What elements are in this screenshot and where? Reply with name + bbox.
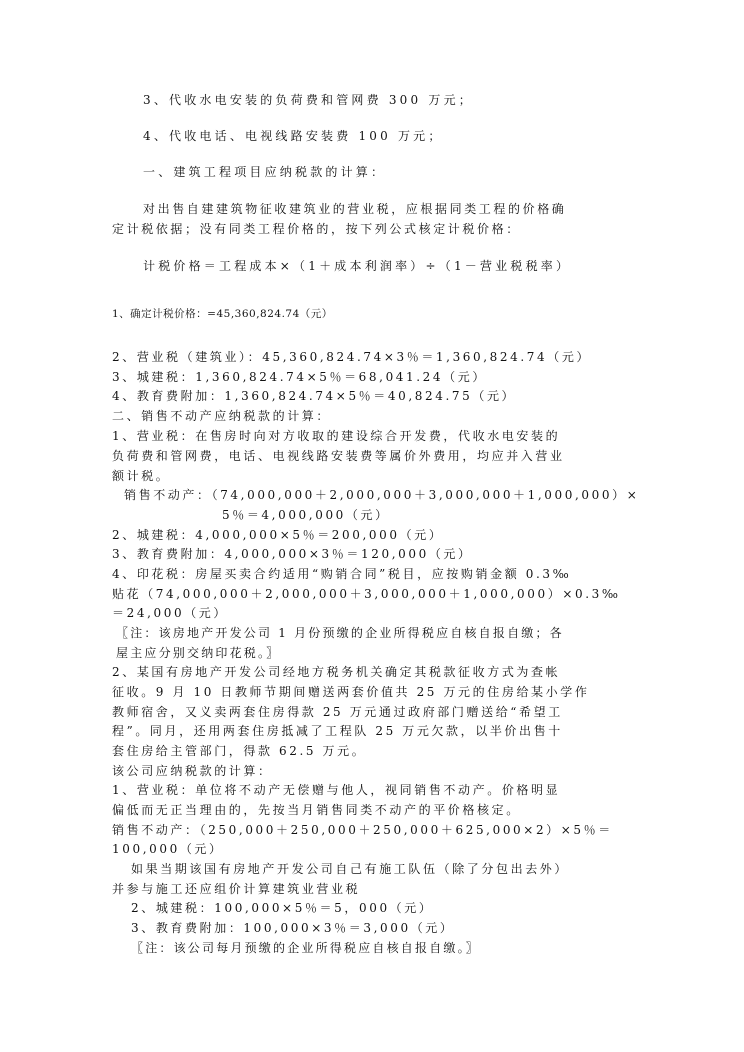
text-line: 3、城建税：1,360,824.74×5％＝68,041.24（元） [112,370,487,384]
text-line: 5％＝4,000,000（元） [222,508,390,522]
text-line: 4、印花税：房屋买卖合约适用“购销合同”税目，应按购销金额 0.3‰ [112,567,572,581]
text-line: 定计税依据；没有同类工程价格的，按下列公式核定计税价格： [112,222,521,236]
text-line: 2、城建税：100,000×5％＝5，000（元） [131,901,434,915]
text-line: 100,000（元） [112,842,224,856]
text-line: 销售不动产：（250,000＋250,000＋250,000＋625,000×2）×5％＝ [112,823,613,837]
text-line: 销售不动产：（74,000,000＋2,000,000＋3,000,000＋1,000,000）× [124,488,640,502]
text-line: 征收。9 月 10 日教师节期间赠送两套价值共 25 万元的住房给某小学作 [112,685,590,699]
text-line: 如果当期该国有房地产开发公司自己有施工队伍（除了分包出去外） [131,862,570,876]
text-line: ＝24,000（元） [112,606,228,620]
text-line: 3、代收水电安装的负荷费和管网费 300 万元； [143,93,474,107]
text-line: 3、教育费附加：100,000×3％＝3,000（元） [131,921,455,935]
text-line: 4、教育费附加：1,360,824.74×5％＝40,824.75（元） [112,389,517,403]
text-line: 套住房给主管部门，得款 62.5 万元。 [112,744,367,758]
text-line: 教师宿舍，又义卖两套住房得款 25 万元通过政府部门赠送给“希望工 [112,705,563,719]
text-line: 该公司应纳税款的计算： [112,764,273,778]
section-heading: 二、销售不动产应纳税款的计算： [112,409,332,423]
text-line: 贴花（74,000,000＋2,000,000＋3,000,000＋1,000,000）×0.3‰ [112,587,621,601]
text-line: 2、某国有房地产开发公司经地方税务机关确定其税款征收方式为查帐 [112,665,561,679]
text-line: 2、营业税（建筑业）：45,360,824.74×3％＝1,360,824.74（元） [112,350,592,364]
text-line: 4、代收电话、电视线路安装费 100 万元； [143,129,444,143]
formula-line: 计税价格＝工程成本×（1＋成本利润率）÷（1－营业税税率） [143,259,572,273]
text-line: 额计税。 [112,469,171,483]
text-line: 并参与施工还应组价计算建筑业营业税 [112,882,361,896]
text-line: 程”。同月，还用两套住房抵减了工程队 25 万元欠款，以半价出售十 [112,724,563,738]
note-line: 〖注：该公司每月预缴的企业所得税应自核自报自缴。〗 [131,941,481,955]
note-line: 〖注：该房地产开发公司 1 月份预缴的企业所得税应自核自报自缴；各 [116,626,564,640]
section-heading: 一、建筑工程项目应纳税款的计算： [143,165,387,179]
text-line: 负荷费和管网费，电话、电视线路安装费等属价外费用，均应并入营业 [112,449,565,463]
text-line: 2、城建税：4,000,000×5％＝200,000（元） [112,528,444,542]
text-line: 偏低而无正当理由的，先按当月销售同类不动产的平价格核定。 [112,803,521,817]
text-line: 1、确定计税价格：=45,360,824.74（元） [112,308,333,320]
note-line: 屋主应分别交纳印花税。〗 [116,646,281,660]
text-line: 1、营业税：在售房时向对方收取的建设综合开发费，代收水电安装的 [112,429,561,443]
text-line: 1、营业税：单位将不动产无偿赠与他人，视同销售不动产。价格明显 [112,783,561,797]
text-line: 对出售自建建筑物征收建筑业的营业税，应根据同类工程的价格确 [143,202,567,216]
text-line: 3、教育费附加：4,000,000×3％＝120,000（元） [112,547,473,561]
